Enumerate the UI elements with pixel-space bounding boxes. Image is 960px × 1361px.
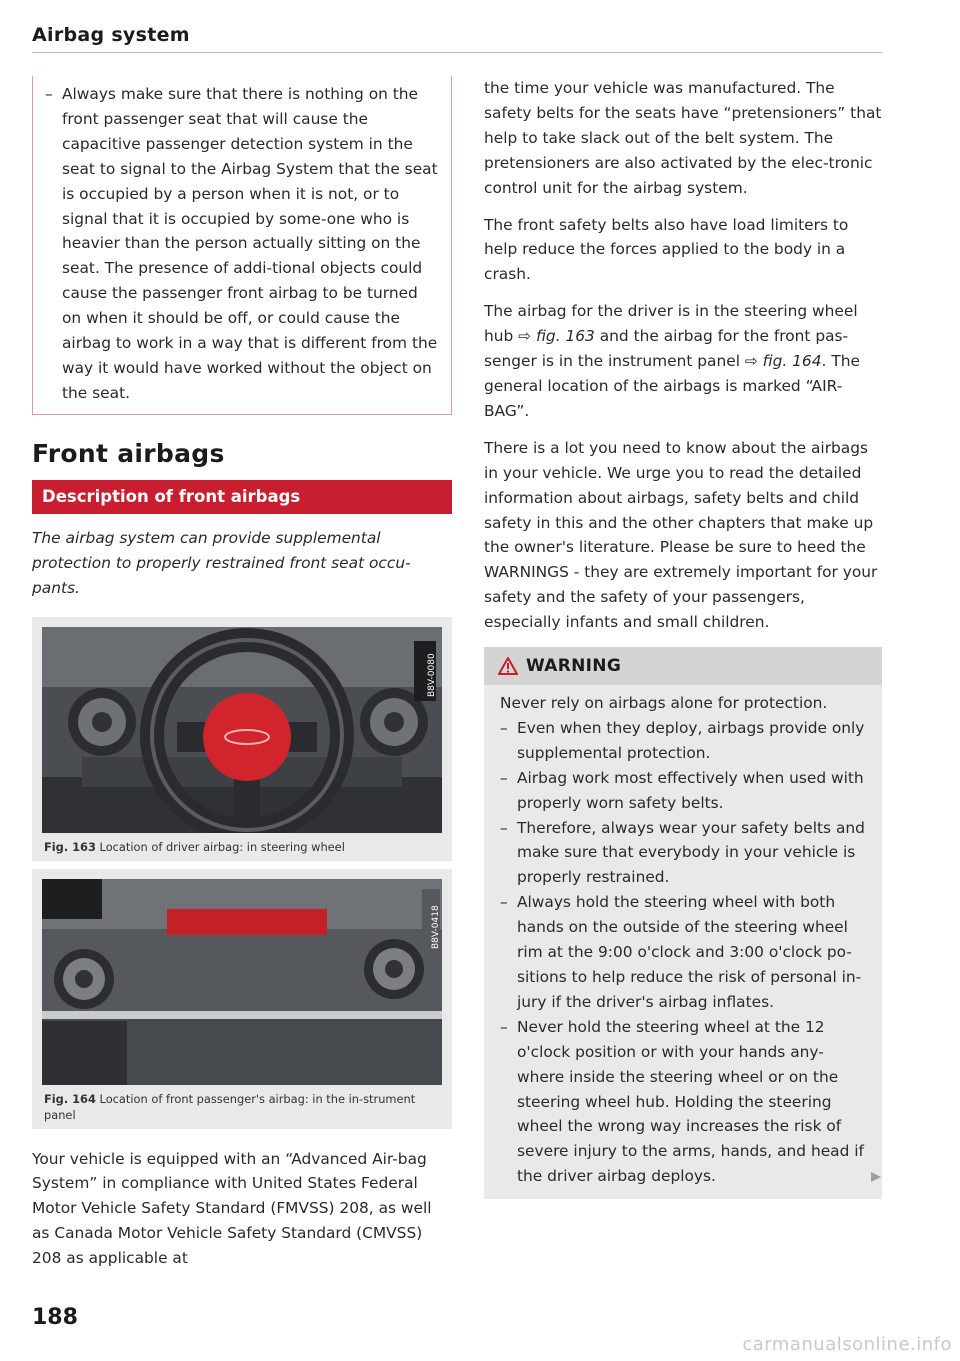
note-box (32, 76, 452, 415)
dashboard-image (42, 879, 442, 1085)
warning-intro: Never rely on airbags alone for protection. (500, 694, 828, 713)
page-number: 188 (32, 1305, 78, 1330)
figure-164-caption (32, 1085, 452, 1123)
section-title: Front airbags (32, 438, 225, 468)
figure-163 (32, 617, 452, 861)
continue-arrow-icon (870, 1171, 882, 1183)
fig164-caption-text: Location of front passenger's airbag: in the in-strument panel (44, 1091, 416, 1122)
subsection-title: Description of front airbags (32, 480, 452, 514)
header-rule (32, 52, 882, 53)
left-body-text: Your vehicle is equipped with an “Advanced Air-bag System” in compliance with United States Federal Motor Vehicle Safety Standard (FMVSS) 208, as well as Canada Motor Vehicle Safety Standard (CMVSS) 208 as applicable at (32, 1149, 432, 1268)
page-header-title: Airbag system (32, 24, 190, 46)
watermark: carmanualsonline.info (742, 1334, 952, 1355)
warning-body (484, 685, 882, 1191)
warning-item: – Airbag work most effectively when used with properly worn safety belts. (500, 766, 866, 816)
fig164-number: Fig. 164 (44, 1091, 96, 1106)
fig163-code: B8V-0080 (427, 652, 437, 697)
fig-163-link[interactable]: ⇨ fig. 163 (518, 327, 595, 346)
warning-item: – Always hold the steering wheel with both hands on the outside of the steering wheel rim at the 9:00 o'clock and 3:00 o'clock po-sitions to help reduce the risk of personal in-jury if the driver's airbag inflates. (500, 890, 866, 1015)
steering-wheel-image (42, 627, 442, 833)
left-column (32, 76, 452, 1283)
p3-text-c: . The general location of the airbags is marked “AIR-BAG”. (484, 352, 860, 420)
warning-box (484, 647, 882, 1199)
warning-triangle-icon (498, 657, 518, 675)
lead-text: The airbag system can provide supplemental protection to properly restrained front seat occu-pants. (32, 528, 411, 597)
fig164-code: B8V-0418 (431, 904, 441, 949)
warning-item: – Even when they deploy, airbags provide only supplemental protection. (500, 716, 866, 766)
p3-text-b: and the airbag for the front pas-senger is in the instrument panel (484, 327, 849, 371)
fig-164-link[interactable]: ⇨ fig. 164 (744, 352, 822, 371)
warning-header (484, 647, 882, 685)
warning-item: – Never hold the steering wheel at the 12 o'clock position or with your hands any-where inside the steering wheel or on the steering wheel hub. Holding the steering wheel the wrong way increases the risk of severe injury to the arms, hands, and head if the driver airbag deploys. (500, 1015, 866, 1189)
fig163-number: Fig. 163 (44, 839, 96, 854)
para-read-warnings: There is a lot you need to know about the airbags in your vehicle. We urge you to read the detailed information about airbags, safety belts and child safety in this and the other chapters that make up the owner's literature. Please be sure to heed the WARNINGS - they are extremely important for your safety and the safety of your passengers, especially infants and small children. (484, 438, 878, 632)
p3-text-a: The airbag for the driver is in the steering wheel hub (484, 302, 858, 346)
warning-title: WARNING (526, 656, 622, 677)
right-column (484, 76, 882, 1199)
warning-item: – Therefore, always wear your safety belts and make sure that everybody in your vehicle is properly restrained. (500, 816, 866, 891)
note-item: – Always make sure that there is nothing on the front passenger seat that will cause the capacitive passenger detection system in the seat to signal to the Airbag System that the seat is occupied by a person when it is not, or to signal that it is occupied by some-one who is heavier than the person actually sitting on the seat. The presence of addi-tional objects could cause the passenger front airbag to be turned on when it should be off, or could cause the airbag to work in a way that is different from the way it would have worked without the object on the seat. (45, 82, 439, 406)
para-load-limiters: The front safety belts also have load limiters to help reduce the forces applied to the body in a crash. (484, 215, 849, 284)
para-airbag-location (484, 299, 882, 424)
figure-164 (32, 869, 452, 1129)
figure-163-caption (32, 833, 452, 855)
fig163-caption-text: Location of driver airbag: in steering wheel (99, 839, 345, 854)
para-pretensioners: the time your vehicle was manufactured. The safety belts for the seats have “pretensioners” that help to take slack out of the belt system. The pretensioners are also activated by the elec-tronic control unit for the airbag system. (484, 79, 882, 197)
